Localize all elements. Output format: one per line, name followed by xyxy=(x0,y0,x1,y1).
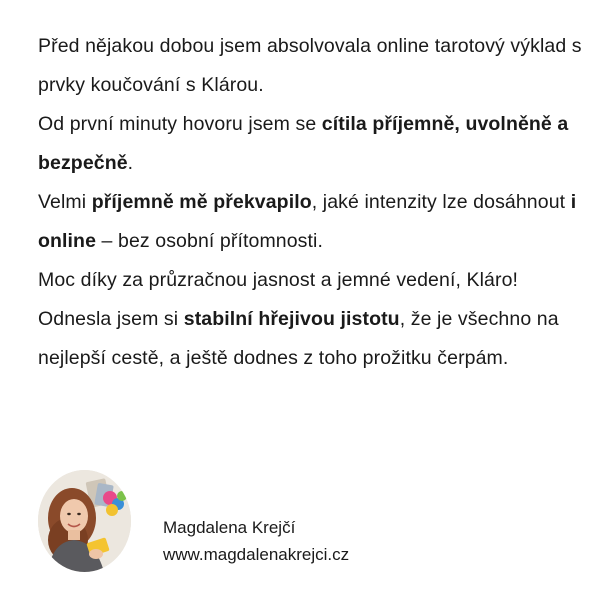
emphasis-felt-comfortable: cítila příjemně, uvolněně a bezpečně xyxy=(38,113,569,174)
testimonial-paragraph-2: Od první minuty hovoru jsem se cítila příjemně, uvolněně a bezpečně. xyxy=(38,113,569,174)
emphasis-pleasantly-surprised: příjemně mě překvapilo xyxy=(91,191,312,213)
author-portrait-icon xyxy=(38,470,131,572)
testimonial-paragraph-5: Odnesla jsem si stabilní hřejivou jistotu, že je všechno na nejlepší cestě, a ještě dodnes z toho prožitku čerpám. xyxy=(38,308,559,369)
emphasis-warm-certainty: stabilní hřejivou jistotu xyxy=(183,308,400,330)
author-website-link[interactable]: www.magdalenakrejci.cz xyxy=(163,545,350,564)
testimonial-paragraph-3: Velmi příjemně mě překvapilo, jaké intenzity lze dosáhnout i online – bez osobní přítomnosti. xyxy=(38,191,577,252)
author-name: Magdalena Krejčí xyxy=(163,518,296,537)
testimonial-paragraph-1: Před nějakou dobou jsem absolvovala online tarotový výklad s prvky koučování s Klárou. xyxy=(38,35,582,96)
testimonial-text xyxy=(38,27,583,378)
author-signature xyxy=(163,514,349,568)
author-avatar xyxy=(38,470,131,572)
testimonial-paragraph-4: Moc díky za průzračnou jasnost a jemné vedení, Kláro! xyxy=(38,269,519,291)
emphasis-online: i online xyxy=(38,191,577,252)
